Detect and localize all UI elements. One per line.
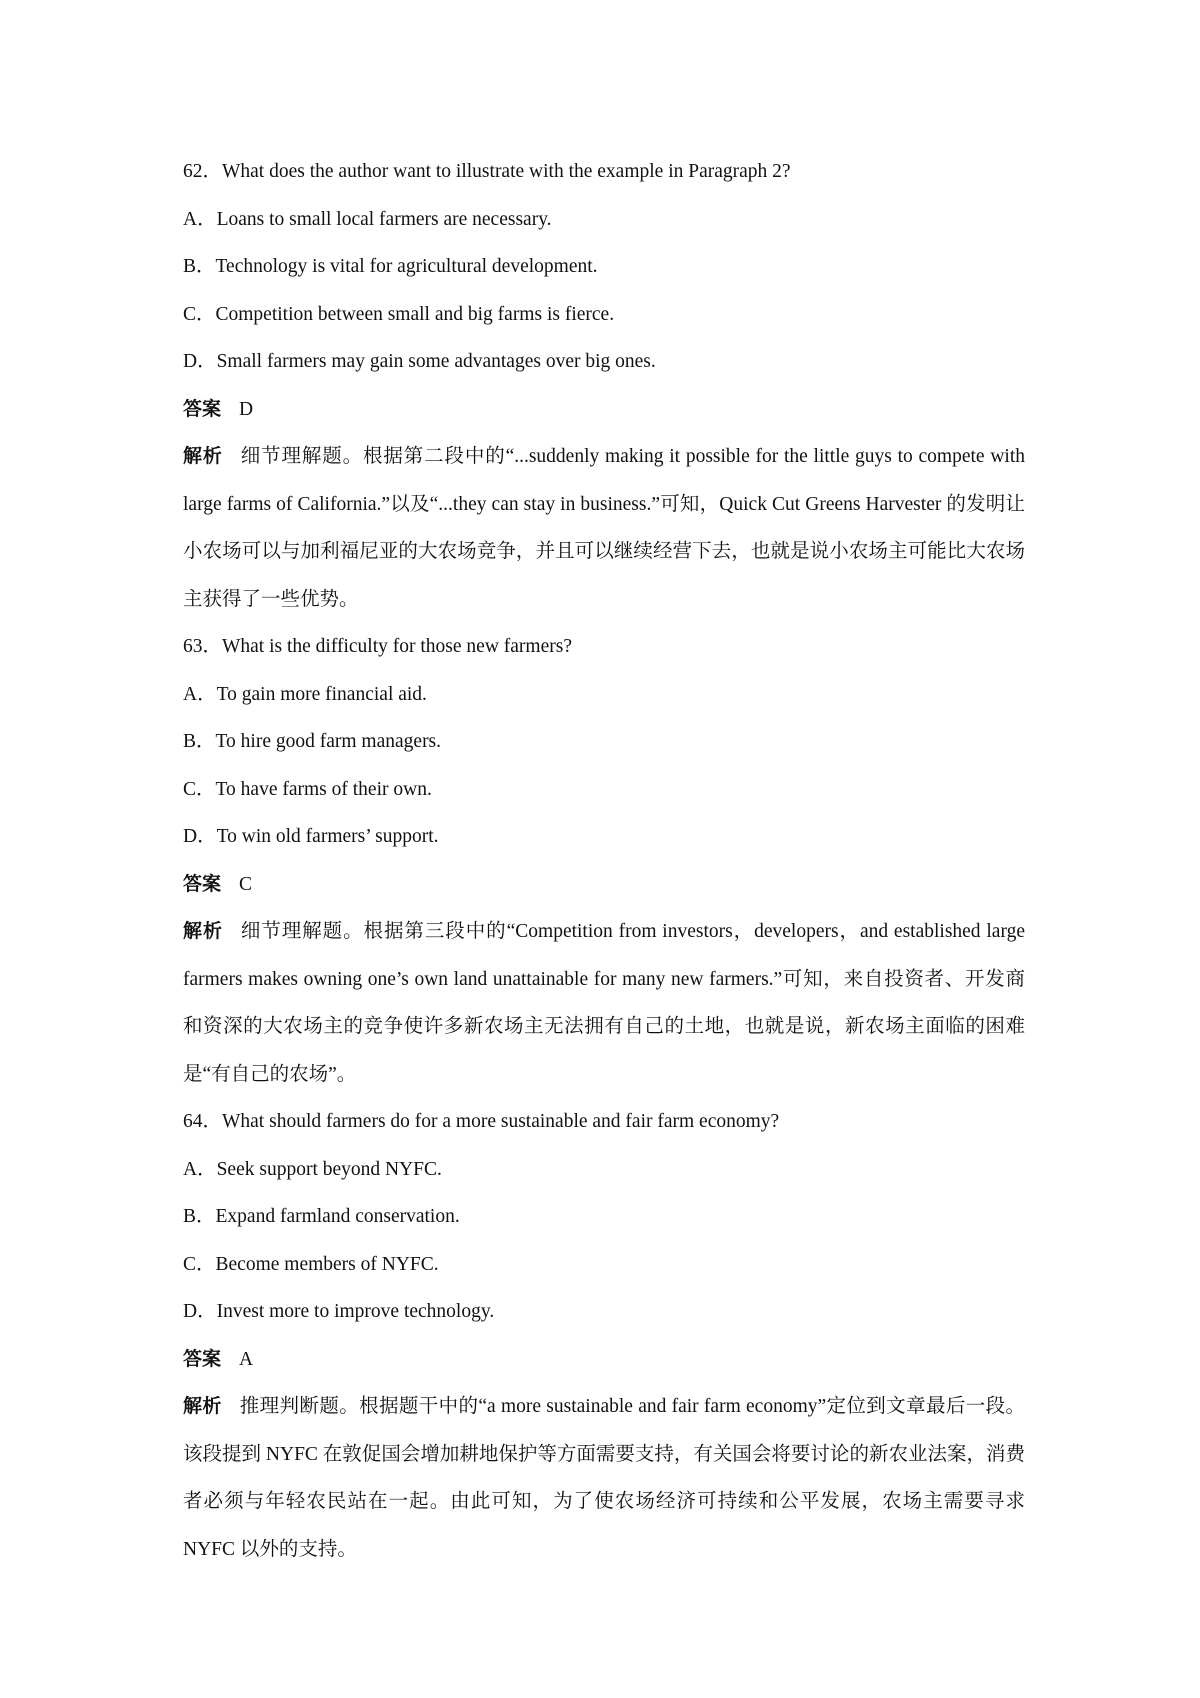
option-b: B．Technology is vital for agricultural development.: [183, 256, 598, 277]
analysis-label: 解析: [183, 445, 223, 467]
question-62: [183, 148, 1025, 623]
question-stem: 63．What is the difficulty for those new farmers?: [183, 636, 572, 657]
answer-label: 答案: [183, 397, 222, 420]
answer-line: [183, 1336, 1025, 1384]
question-63: [183, 623, 1025, 1098]
option-c: C．Become members of NYFC.: [183, 1253, 439, 1275]
analysis-paragraph: [183, 908, 1025, 1098]
answer-label: 答案: [183, 1347, 222, 1370]
option-c: C．To have farms of their own.: [183, 778, 432, 800]
analysis-paragraph: [183, 433, 1025, 623]
analysis-text: 推理判断题。根据题干中的“a more sustainable and fair farm economy”定位到文章最后一段。该段提到 NYFC 在敦促国会增加耕地保护等方面需要支持，有关国会将要讨论的新农业法案，消费者必须与年轻农民站在一起。由此可知，为了使农场经济可持续和公平发展，农场主需要寻求 NYFC 以外的支持。: [183, 1396, 1025, 1560]
analysis-label: 解析: [183, 1395, 222, 1417]
option-d: D．Invest more to improve technology.: [183, 1301, 495, 1322]
option-a: A．Seek support beyond NYFC.: [183, 1158, 442, 1180]
document-page: [183, 148, 1025, 1573]
option-b: B．Expand farmland conservation.: [183, 1206, 460, 1227]
question-stem: 64．What should farmers do for a more sustainable and fair farm economy?: [183, 1111, 780, 1132]
answer-value: A: [239, 1348, 254, 1370]
answer-line: [183, 386, 1025, 434]
option-d: D．To win old farmers’ support.: [183, 826, 439, 847]
answer-value: C: [239, 873, 253, 895]
option-a: A．To gain more financial aid.: [183, 683, 427, 705]
analysis-label: 解析: [183, 920, 223, 942]
analysis-text: 细节理解题。根据第二段中的“...suddenly making it possible for the little guys to compete with large farms of California.”以及“...they can stay in business.”可知，Quick Cut Greens Harvester 的发明让小农场可以与加利福尼亚的大农场竞争，并且可以继续经营下去，也就是说小农场主可能比大农场主获得了一些优势。: [183, 446, 1025, 610]
answer-value: D: [239, 398, 254, 420]
option-d: D．Small farmers may gain some advantages over big ones.: [183, 351, 656, 372]
option-a: A．Loans to small local farmers are necessary.: [183, 208, 552, 230]
answer-line: [183, 861, 1025, 909]
analysis-paragraph: [183, 1383, 1025, 1573]
option-c: C．Competition between small and big farms is fierce.: [183, 303, 615, 325]
question-64: [183, 1098, 1025, 1573]
answer-label: 答案: [183, 872, 222, 895]
analysis-text: 细节理解题。根据第三段中的“Competition from investors，developers，and established large farmers makes owning one’s own land unattainable for many new farmers.”可知，来自投资者、开发商和资深的大农场主的竞争使许多新农场主无法拥有自己的土地，也就是说，新农场主面临的困难是“有自己的农场”。: [183, 921, 1025, 1085]
option-b: B．To hire good farm managers.: [183, 731, 442, 752]
question-stem: 62．What does the author want to illustrate with the example in Paragraph 2?: [183, 161, 791, 182]
